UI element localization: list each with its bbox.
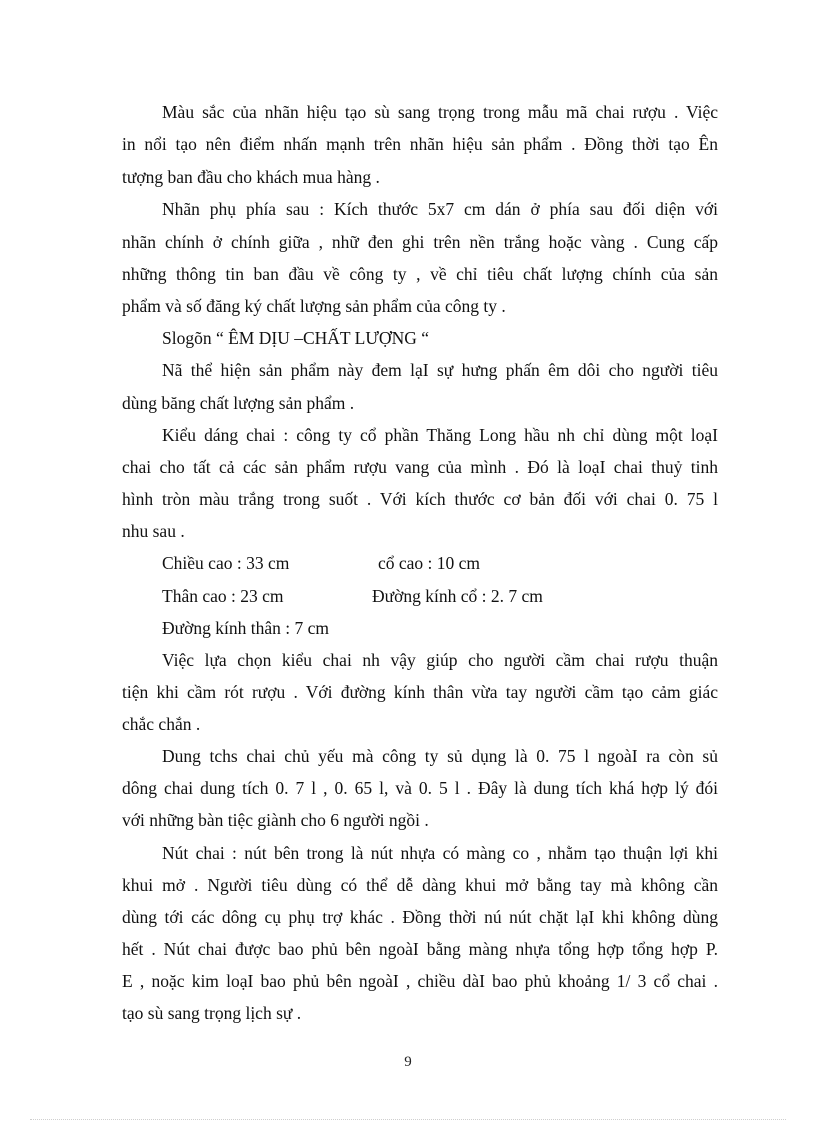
- page-bottom-divider: [30, 1119, 786, 1120]
- paragraph-line: phẩm và số đăng ký chất lượng sản phẩm của công ty .: [122, 296, 506, 316]
- paragraph-line: Nã thể hiện sản phẩm này đem lạI sự hưng phấn êm dôi cho người tiêu: [162, 360, 718, 380]
- paragraph-line: tượng ban đầu cho khách mua hàng .: [122, 167, 380, 187]
- paragraph-line: dùng băng chất lượng sản phẩm .: [122, 393, 355, 413]
- paragraph-line: với những bàn tiệc giành cho 6 người ngồi .: [122, 810, 429, 830]
- paragraph-line: hết . Nút chai được bao phủ bên ngoàI bằng màng nhựa tổng hợp tổng hợp P.: [122, 939, 718, 959]
- spec-neck-diameter: Đường kính cổ : 2. 7 cm: [372, 586, 543, 606]
- paragraph-line: nhãn chính ở chính giữa , nhữ đen ghi trên nền trắng hoặc vàng . Cung cấp: [122, 232, 718, 252]
- spec-height: Chiều cao : 33 cm: [162, 553, 290, 573]
- paragraph-line: tạo sù sang trọng lịch sự .: [122, 1003, 302, 1023]
- paragraph-line: khui mở . Người tiêu dùng có thể dễ dàng khui mở bằng tay mà không cần: [122, 875, 718, 895]
- spec-body-height: Thân cao : 23 cm: [162, 586, 284, 606]
- paragraph-line: Nhãn phụ phía sau : Kích thước 5x7 cm dán ở phía sau đối diện với: [162, 199, 718, 219]
- paragraph-line: dùng tới các dông cụ phụ trợ khác . Đồng thời nú nút chặt lạI khi không dùng: [122, 907, 718, 927]
- paragraph-line: E , noặc kim loạI bao phủ bên ngoàI , chiều dàI bao phủ khoảng 1/ 3 cổ chai .: [122, 971, 718, 991]
- paragraph-line: Dung tchs chai chủ yếu mà công ty sủ dụng là 0. 75 l ngoàI ra còn sủ: [162, 746, 718, 766]
- paragraph-line: nhu sau .: [122, 521, 185, 541]
- page-number: 9: [404, 1054, 412, 1070]
- paragraph-line: Nút chai : nút bên trong là nút nhựa có màng co , nhằm tạo thuận lợi khi: [162, 843, 718, 863]
- spec-body-diameter: Đường kính thân : 7 cm: [162, 618, 329, 638]
- paragraph-line: chắc chắn .: [122, 714, 201, 734]
- paragraph-line: Màu sắc của nhãn hiệu tạo sù sang trọng trong mẫu mã chai rượu . Việc: [162, 102, 718, 122]
- paragraph-line: hình tròn màu trắng trong suốt . Với kích thước cơ bản đối với chai 0. 75 l: [122, 489, 718, 509]
- paragraph-line: Kiểu dáng chai : công ty cổ phần Thăng Long hầu nh chỉ dùng một loạI: [162, 425, 718, 445]
- paragraph-line: in nổi tạo nên điểm nhấn mạnh trên nhãn hiệu sản phẩm . Đồng thời tạo Ên: [122, 134, 718, 154]
- paragraph-line: chai cho tất cả các sản phẩm rượu vang của mình . Đó là loạI chai thuỷ tinh: [122, 457, 718, 477]
- spec-neck-height: cổ cao : 10 cm: [378, 553, 481, 573]
- paragraph-line: Việc lựa chọn kiểu chai nh vậy giúp cho người cầm chai rượu thuận: [162, 650, 718, 670]
- paragraph-line: những thông tin ban đầu về công ty , về chỉ tiêu chất lượng chính của sản: [122, 264, 718, 284]
- slogan-line: Slogõn “ ÊM DỊU –CHẤT LƯỢNG “: [162, 328, 429, 348]
- paragraph-line: dông chai dung tích 0. 7 l , 0. 65 l, và 0. 5 l . Đây là dung tích khá hợp lý đói: [122, 778, 718, 798]
- paragraph-line: tiện khi cầm rót rượu . Với đường kính thân vừa tay người cầm tạo cảm giác: [122, 682, 718, 702]
